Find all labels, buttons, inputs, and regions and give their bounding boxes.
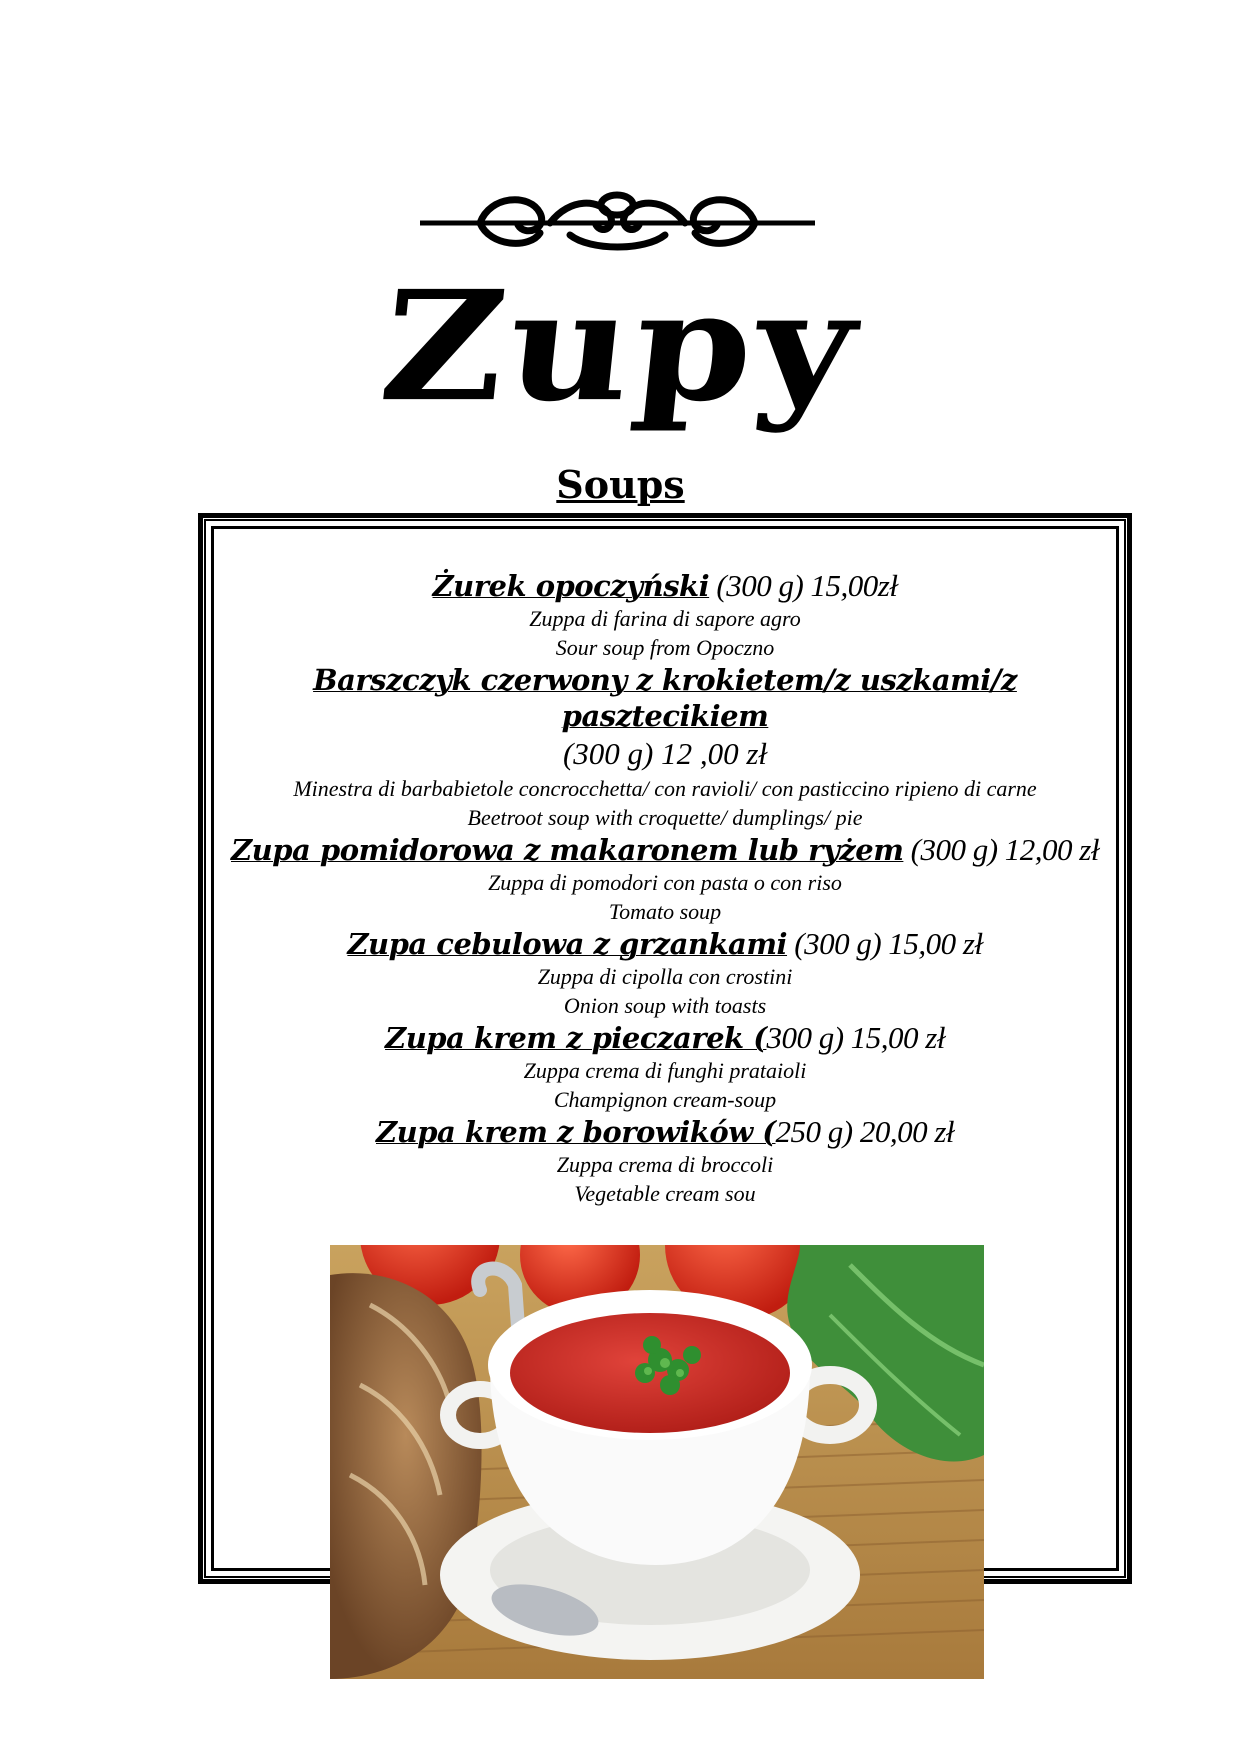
menu-item-price: (300 g) 12,00 zł	[903, 832, 1099, 867]
menu-item-name: Barszczyk czerwony z krokietem/z uszkami/z pasztecikiem	[313, 663, 1017, 733]
page-subtitle: Soups	[556, 462, 685, 507]
tomato-soup-photo	[330, 1245, 984, 1679]
menu-item-price: 300 g) 15,00 zł	[766, 1020, 945, 1055]
menu-item-price: (300 g) 12 ,00 zł	[562, 736, 768, 771]
menu-item-english: Sour soup from Opoczno	[555, 635, 775, 660]
menu-item-italian: Zuppa di pomodori con pasta o con riso	[488, 870, 842, 895]
menu-item-italian: Zuppa di cipolla con crostini	[537, 964, 793, 989]
flourish-divider-icon	[420, 185, 815, 255]
menu-item-name: Zupa cebulowa z grzankami	[347, 927, 788, 961]
menu-item-italian: Minestra di barbabietole concrocchetta/ con ravioli/ con pasticcino ripieno di carne	[293, 776, 1037, 801]
menu-item-italian: Zuppa di farina di sapore agro	[529, 606, 801, 631]
page-title: Zupy	[373, 256, 868, 436]
menu-item-price: (300 g) 15,00zł	[709, 568, 898, 603]
menu-item-english: Vegetable cream sou	[574, 1181, 756, 1206]
menu-item	[218, 1020, 1112, 1114]
menu-item-english: Beetroot soup with croquette/ dumplings/ pie	[467, 805, 863, 830]
menu-item	[218, 926, 1112, 1020]
menu-item	[218, 568, 1112, 662]
menu-item	[218, 662, 1112, 832]
menu-item-name: Żurek opoczyński	[432, 569, 710, 603]
soup-menu-list	[218, 568, 1112, 1208]
menu-item-name: Zupa krem z borowików (	[375, 1115, 776, 1149]
menu-item	[218, 1114, 1112, 1208]
menu-item-italian: Zuppa crema di broccoli	[556, 1152, 774, 1177]
menu-item-italian: Zuppa crema di funghi prataioli	[523, 1058, 807, 1083]
menu-item	[218, 832, 1112, 926]
menu-item-name: Zupa krem z pieczarek (	[385, 1021, 767, 1055]
menu-item-name: Zupa pomidorowa z makaronem lub ryżem	[231, 833, 904, 867]
menu-item-english: Onion soup with toasts	[563, 993, 767, 1018]
menu-item-price: 250 g) 20,00 zł	[775, 1114, 955, 1149]
menu-item-english: Champignon cream-soup	[553, 1087, 777, 1112]
menu-item-price: (300 g) 15,00 zł	[787, 926, 983, 961]
menu-item-english: Tomato soup	[608, 899, 722, 924]
